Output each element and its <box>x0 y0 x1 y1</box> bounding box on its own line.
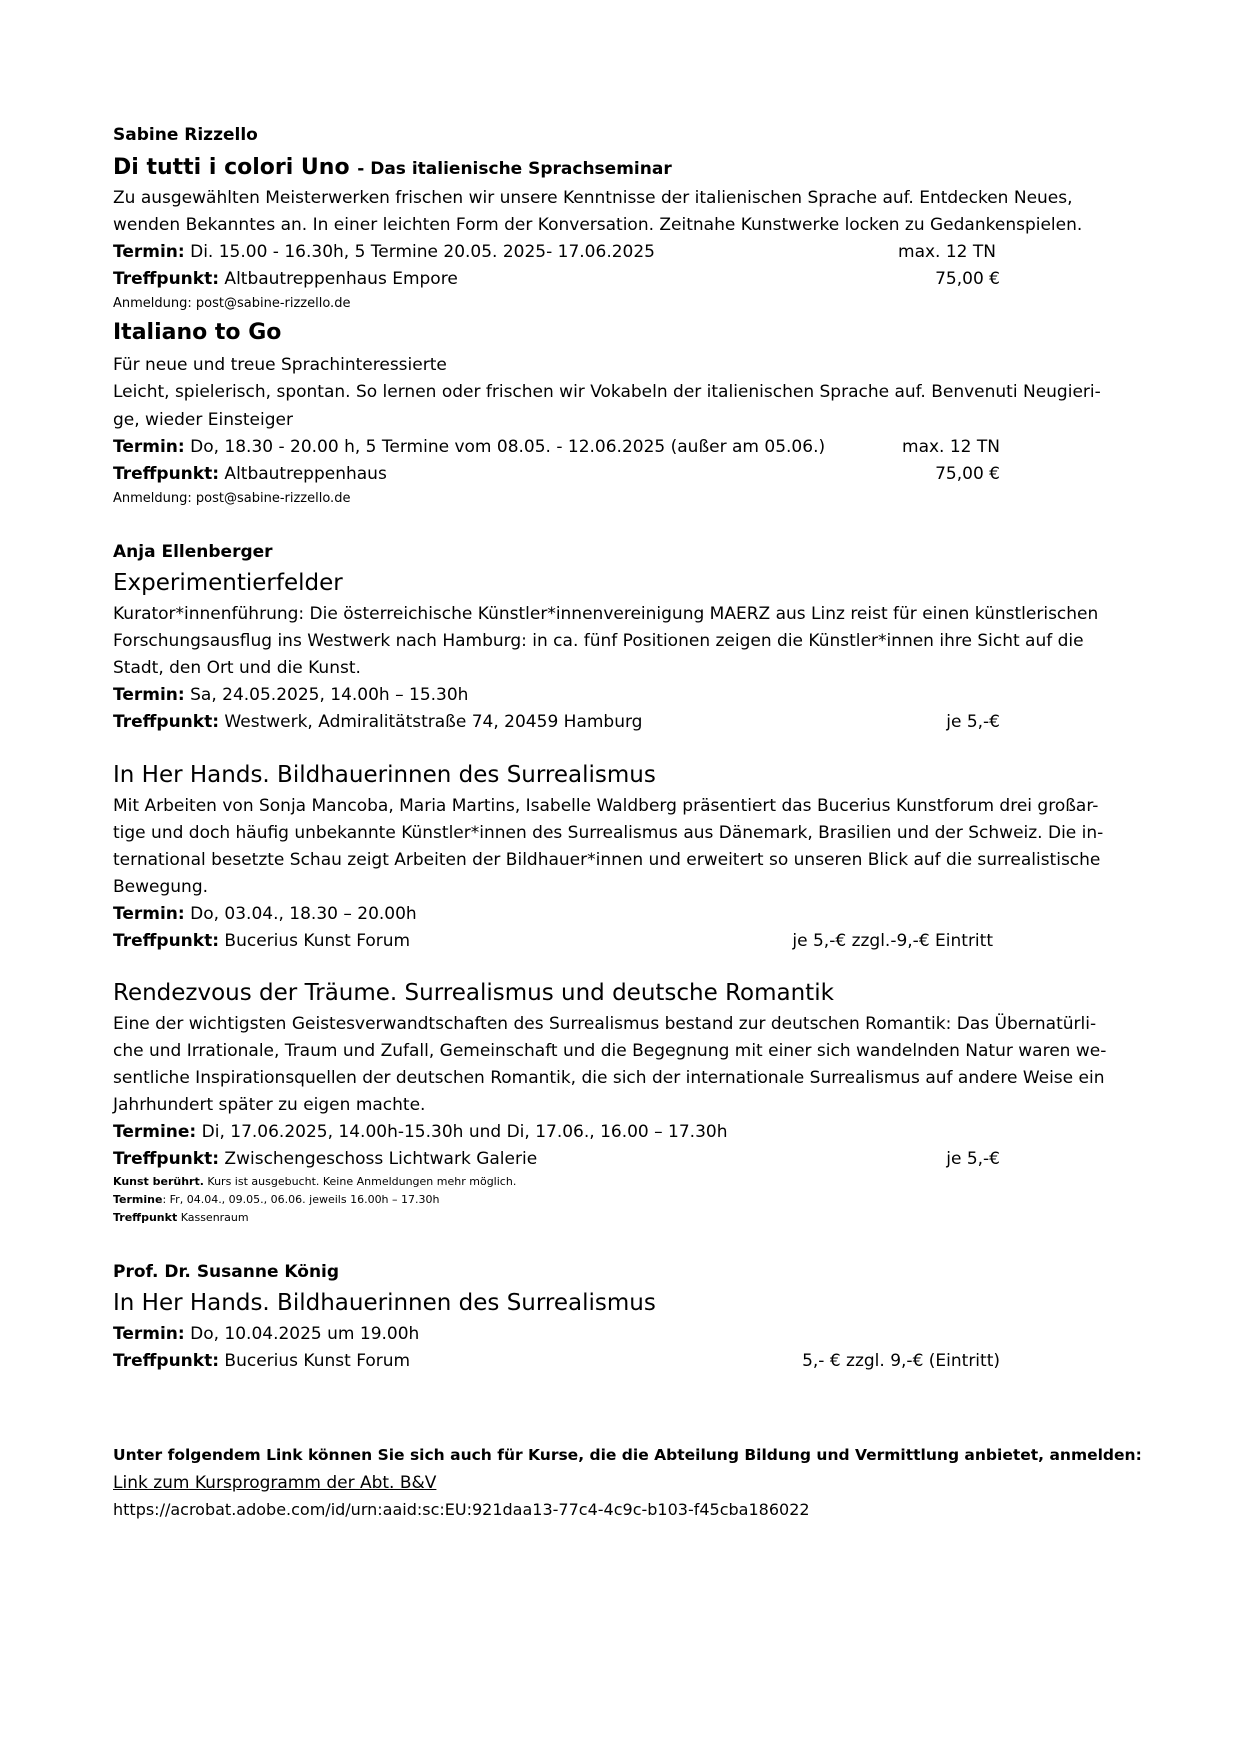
registration-info: Anmeldung: post@sabine-rizzello.de <box>113 491 351 506</box>
event-description-line: sentliche Inspirationsquellen der deutschen Romantik, die sich der internationale Surrealismus auf andere Weise ein <box>113 1068 1105 1088</box>
treffpunkt-value: Altbautreppenhaus Empore <box>219 269 458 289</box>
course-description-line: Leicht, spielerisch, spontan. So lernen oder frischen wir Vokabeln der italienischen Sprache auf. Benvenuti Neugieri- <box>113 382 1101 402</box>
registration-info: Anmeldung: post@sabine-rizzello.de <box>113 296 351 311</box>
course-description-line: Zu ausgewählten Meisterwerken frischen wir unsere Kenntnisse der italienischen Sprache auf. Entdecken Neues, <box>113 188 1073 208</box>
course-title-main: Di tutti i colori Uno <box>113 155 358 180</box>
course-program-url[interactable]: https://acrobat.adobe.com/id/urn:aaid:sc:EU:921daa13-77c4-4c9c-b103-f45cba186022 <box>113 1500 810 1519</box>
note-termine-value: : Fr, 04.04., 09.05., 06.06. jeweils 16.00h – 17.30h <box>162 1193 440 1206</box>
treffpunkt-value: Bucerius Kunst Forum <box>219 931 411 951</box>
note-termine-label: Termine <box>113 1193 163 1206</box>
treffpunkt-label: Treffpunkt: <box>113 269 220 289</box>
event-termin <box>113 904 417 924</box>
event-description-line: Bewegung. <box>113 877 209 897</box>
note-termine <box>113 1193 440 1206</box>
note-treffpunkt <box>113 1211 249 1224</box>
note-text: Kurs ist ausgebucht. Keine Anmeldungen mehr möglich. <box>203 1175 517 1188</box>
course-price: 75,00 € <box>935 464 1000 484</box>
treffpunkt-label: Treffpunkt: <box>113 1149 220 1169</box>
event-price: 5,- € zzgl. 9,-€ (Eintritt) <box>802 1351 1000 1371</box>
instructor-name: Anja Ellenberger <box>113 542 273 562</box>
termin-label: Termin: <box>113 437 185 457</box>
course-subtitle: - Das italienische Sprachseminar <box>357 159 672 179</box>
event-description-line: che und Irrationale, Traum und Zufall, Gemeinschaft und die Begegnung mit einer sich wandelnden Natur waren we- <box>113 1041 1107 1061</box>
event-title: Rendezvous der Träume. Surrealismus und deutsche Romantik <box>113 980 834 1006</box>
event-description-line: Stadt, den Ort und die Kunst. <box>113 658 361 678</box>
event-price: je 5,-€ <box>946 712 1000 732</box>
event-price: je 5,-€ <box>946 1149 1000 1169</box>
event-title: In Her Hands. Bildhauerinnen des Surrealismus <box>113 1290 656 1316</box>
course-description-line: wenden Bekanntes an. In einer leichten Form der Konversation. Zeitnahe Kunstwerke locken zu Gedankenspielen. <box>113 215 1083 235</box>
event-title: Experimentierfelder <box>113 570 343 596</box>
event-termin <box>113 1122 727 1142</box>
course-treffpunkt <box>113 269 458 289</box>
event-description-line: ternational besetzte Schau zeigt Arbeiten der Bildhauer*innen und erweitert so unseren Blick auf die surrealistische <box>113 850 1101 870</box>
course-title <box>113 155 672 180</box>
termin-value: Do, 03.04., 18.30 – 20.00h <box>184 904 417 924</box>
event-termin <box>113 1324 419 1344</box>
course-price: 75,00 € <box>935 269 1000 289</box>
instructor-name: Prof. Dr. Susanne König <box>113 1262 340 1282</box>
event-treffpunkt <box>113 1149 537 1169</box>
treffpunkt-label: Treffpunkt: <box>113 464 220 484</box>
course-program-link[interactable]: Link zum Kursprogramm der Abt. B&V <box>113 1473 437 1493</box>
treffpunkt-label: Treffpunkt: <box>113 712 220 732</box>
event-description-line: tige und doch häufig unbekannte Künstler*innen des Surrealismus aus Dänemark, Brasilien und der Schweiz. Die in- <box>113 823 1104 843</box>
termin-label: Termin: <box>113 242 185 262</box>
max-participants: max. 12 TN <box>898 242 996 262</box>
note-treffpunkt-label: Treffpunkt <box>113 1211 178 1224</box>
termin-value: Di. 15.00 - 16.30h, 5 Termine 20.05. 2025- 17.06.2025 <box>184 242 655 262</box>
course-termin <box>113 437 825 457</box>
treffpunkt-label: Treffpunkt: <box>113 931 220 951</box>
treffpunkt-value: Zwischengeschoss Lichtwark Galerie <box>219 1149 538 1169</box>
termin-value: Do, 18.30 - 20.00 h, 5 Termine vom 08.05. - 12.06.2025 (außer am 05.06.) <box>184 437 826 457</box>
termin-value: Di, 17.06.2025, 14.00h-15.30h und Di, 17.06., 16.00 – 17.30h <box>196 1122 728 1142</box>
termin-label: Termin: <box>113 1324 185 1344</box>
max-participants: max. 12 TN <box>902 437 1000 457</box>
event-description-line: Mit Arbeiten von Sonja Mancoba, Maria Martins, Isabelle Waldberg präsentiert das Bucerius Kunstforum drei großar- <box>113 796 1099 816</box>
termin-label: Termin: <box>113 904 185 924</box>
note-label: Kunst berührt. <box>113 1175 204 1188</box>
treffpunkt-value: Bucerius Kunst Forum <box>219 1351 411 1371</box>
termin-value: Do, 10.04.2025 um 19.00h <box>184 1324 420 1344</box>
event-treffpunkt <box>113 712 642 732</box>
event-description-line: Jahrhundert später zu eigen machte. <box>113 1095 426 1115</box>
treffpunkt-value: Altbautreppenhaus <box>219 464 387 484</box>
treffpunkt-label: Treffpunkt: <box>113 1351 220 1371</box>
note-treffpunkt-value: Kassenraum <box>177 1211 249 1224</box>
termin-value: Sa, 24.05.2025, 14.00h – 15.30h <box>184 685 469 705</box>
course-intro: Für neue und treue Sprachinteressierte <box>113 355 447 375</box>
event-description-line: Eine der wichtigsten Geistesverwandtschaften des Surrealismus bestand zur deutschen Romantik: Das Übernatürli- <box>113 1014 1097 1034</box>
instructor-name: Sabine Rizzello <box>113 125 258 145</box>
termin-label: Termine: <box>113 1122 197 1142</box>
event-description-line: Kurator*innenführung: Die österreichische Künstler*innenvereinigung MAERZ aus Linz reist für einen künstlerischen <box>113 604 1099 624</box>
course-title: Italiano to Go <box>113 320 282 345</box>
course-description-line: ge, wieder Einsteiger <box>113 410 293 430</box>
treffpunkt-value: Westwerk, Admiralitätstraße 74, 20459 Hamburg <box>219 712 643 732</box>
event-treffpunkt <box>113 931 410 951</box>
footer-notice: Unter folgendem Link können Sie sich auch für Kurse, die die Abteilung Bildung und Vermittlung anbietet, anmelden: <box>113 1446 1142 1464</box>
event-title: In Her Hands. Bildhauerinnen des Surrealismus <box>113 762 656 788</box>
booking-note <box>113 1175 516 1188</box>
event-price: je 5,-€ zzgl.-9,-€ Eintritt <box>792 931 993 951</box>
course-treffpunkt <box>113 464 387 484</box>
event-description-line: Forschungsausflug ins Westwerk nach Hamburg: in ca. fünf Positionen zeigen die Künstler*innen ihre Sicht auf die <box>113 631 1084 651</box>
course-termin <box>113 242 655 262</box>
termin-label: Termin: <box>113 685 185 705</box>
event-termin <box>113 685 468 705</box>
event-treffpunkt <box>113 1351 410 1371</box>
